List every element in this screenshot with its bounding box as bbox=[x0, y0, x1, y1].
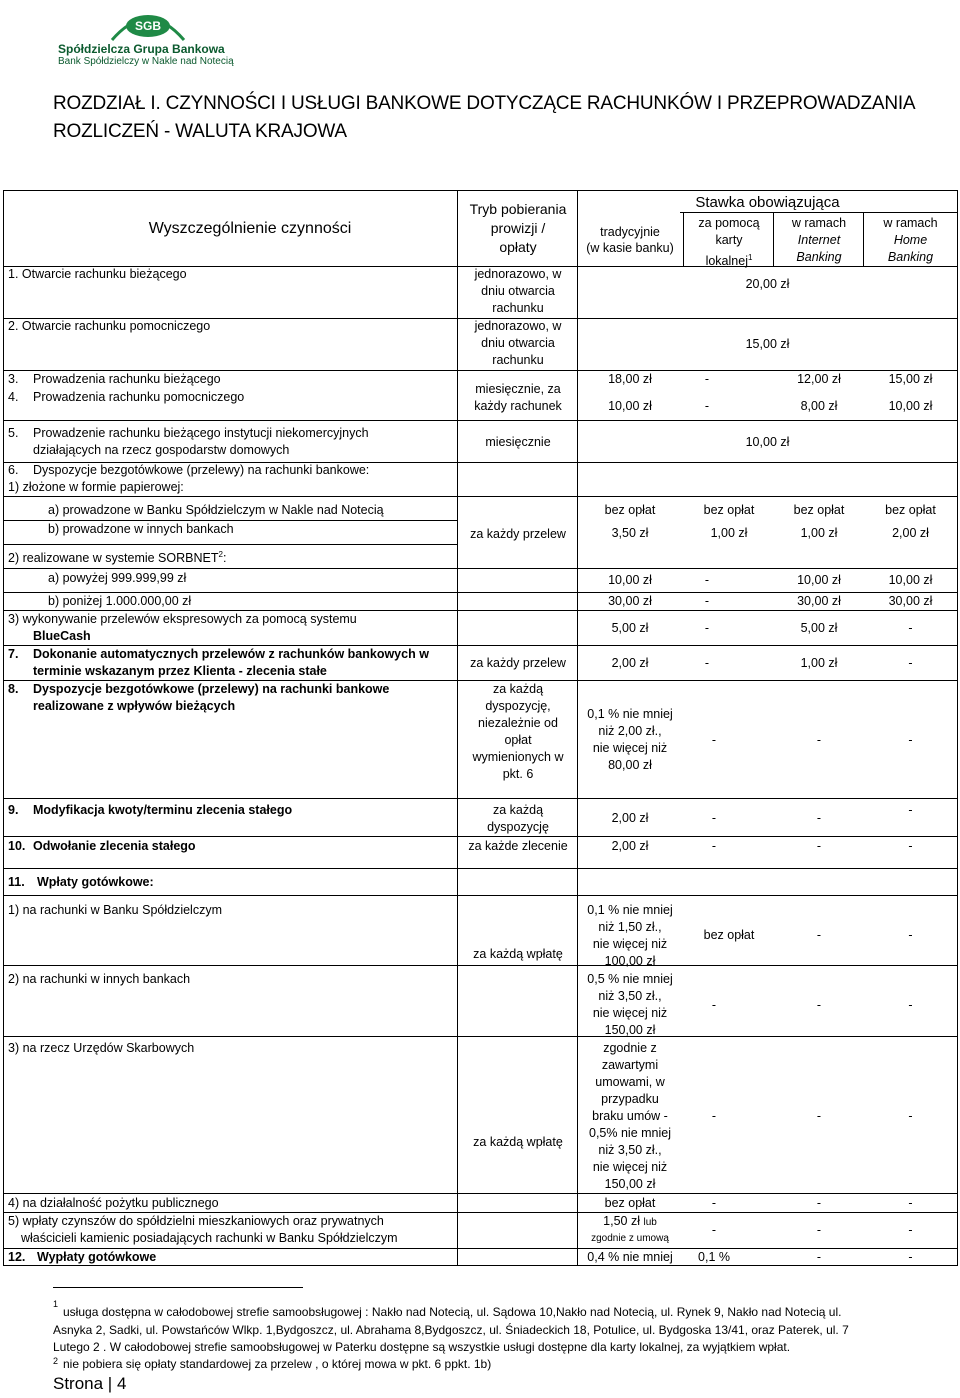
row8-trad-4: 80,00 zł bbox=[608, 758, 652, 772]
row11-5-trad-2: zgodnie z umową bbox=[591, 1233, 669, 1244]
row4-home: 10,00 zł bbox=[888, 399, 933, 413]
footnote-ref-2: 2 bbox=[218, 550, 223, 559]
row4-description: Prowadzenia rachunku pomocniczego bbox=[33, 390, 245, 404]
row3-home: 15,00 zł bbox=[888, 372, 933, 386]
row6-1a-description: a) prowadzone w Banku Spółdzielczym w Nakle nad Notecią bbox=[48, 503, 384, 517]
row7-trad: 2,00 zł bbox=[611, 656, 649, 670]
row7-description-2: terminie wskazanym przez Klienta - zlecenia stałe bbox=[33, 664, 327, 678]
row6-1b-home: 2,00 zł bbox=[892, 526, 929, 540]
row6-1b-trad: 3,50 zł bbox=[611, 526, 649, 540]
row6-3-description-2: BlueCash bbox=[33, 629, 91, 643]
row11-3-trad-7: niż 3,50 zł., bbox=[598, 1143, 662, 1157]
row11-4-inet: - bbox=[816, 1196, 822, 1210]
logo-name: Spółdzielcza Grupa Bankowa bbox=[58, 42, 225, 56]
row12-inet: - bbox=[816, 1250, 822, 1264]
row8-trad-3: nie więcej niż bbox=[592, 741, 668, 755]
logo-badge-text: SGB bbox=[134, 19, 162, 33]
row4-inet: 8,00 zł bbox=[800, 399, 838, 413]
row3-description: Prowadzenia rachunku bieżącego bbox=[33, 372, 221, 386]
row1-tryb-2: dniu otwarcia bbox=[481, 284, 555, 298]
footnote-1-line-2: Asnyka 2, Sadki, ul. Powstańców Wlkp. 1,Bydgoszcz, ul. Abrahama 8,Bydgoszcz, ul. Śniadeckich 18, Potulice, ul. Bydgoska 13/41, oraz Paterek, ul. 7 bbox=[53, 1323, 849, 1337]
row8-karta: - bbox=[711, 733, 717, 747]
row6-1b-karta: 1,00 zł bbox=[710, 526, 748, 540]
row1-tryb-1: jednorazowo, w bbox=[474, 267, 562, 281]
row11-5-home: - bbox=[908, 1223, 913, 1237]
row11-3-trad-2: zawartymi bbox=[601, 1058, 659, 1072]
row4-karta: - bbox=[704, 399, 710, 413]
bank-logo bbox=[58, 6, 238, 66]
row7-num: 7. bbox=[8, 647, 19, 661]
col-header-inet-3: Banking bbox=[796, 250, 842, 264]
footnote-1-line-3: Lutego 2 . W całodobowej strefie samoobsługowej w Paterku dostępne są wszystkie usługi dostępne dla karty lokalnej, za wyjątkiem wpłat. bbox=[53, 1340, 791, 1354]
row11-tryb-3: za każdą wpłatę bbox=[473, 1135, 563, 1149]
col-header-home-1: w ramach bbox=[883, 216, 938, 230]
row11-2-karta: - bbox=[711, 998, 717, 1012]
row11-2-inet: - bbox=[816, 998, 822, 1012]
row7-karta: - bbox=[704, 656, 710, 670]
row9-tryb-2: dyspozycję bbox=[487, 820, 549, 834]
row6-num: 6. bbox=[8, 463, 19, 477]
row6-2b-inet: 30,00 zł bbox=[797, 594, 841, 608]
row2-tryb-1: jednorazowo, w bbox=[474, 319, 562, 333]
row11-3-description: 3) na rzecz Urzędów Skarbowych bbox=[8, 1041, 195, 1055]
footnote-2-marker: 2 bbox=[53, 1356, 59, 1366]
row9-home: - bbox=[908, 803, 913, 817]
row2-tryb-2: dniu otwarcia bbox=[481, 336, 555, 350]
row6-description: Dyspozycje bezgotówkowe (przelewy) na rachunki bankowe: bbox=[33, 463, 370, 477]
row11-1-karta: bez opłat bbox=[703, 928, 755, 942]
row3-trad: 18,00 zł bbox=[608, 372, 652, 386]
row11-3-karta: - bbox=[711, 1109, 717, 1123]
col-header-tryb-2: prowizji / bbox=[490, 220, 546, 236]
row11-2-trad-2: niż 3,50 zł., bbox=[598, 989, 662, 1003]
row11-3-home: - bbox=[908, 1109, 913, 1123]
row11-4-home: - bbox=[908, 1196, 913, 1210]
row8-tryb-4: opłat bbox=[504, 733, 532, 747]
row11-2-home: - bbox=[908, 998, 913, 1012]
row11-3-trad-6: 0,5% nie mniej bbox=[589, 1126, 671, 1140]
row12-trad: 0,4 % nie mniej bbox=[587, 1250, 673, 1264]
row6-2-colon: : bbox=[222, 551, 227, 566]
row7-inet: 1,00 zł bbox=[800, 656, 838, 670]
col-header-inet-2: Internet bbox=[797, 233, 841, 247]
chapter-heading: ROZDZIAŁ I. CZYNNOŚCI I USŁUGI BANKOWE DOTYCZĄCE RACHUNKÓW I PRZEPROWADZANIA ROZLICZEŃ - WALUTA KRAJOWA bbox=[53, 93, 915, 142]
row11-5-inet: - bbox=[816, 1223, 822, 1237]
row6-1b-description: b) prowadzone w innych bankach bbox=[48, 522, 234, 536]
row11-3-trad-4: przypadku bbox=[601, 1092, 659, 1106]
row11-3-trad-1: zgodnie z bbox=[603, 1041, 657, 1055]
row8-trad-2: niż 2,00 zł., bbox=[598, 724, 662, 738]
footnote-2-text: nie pobiera się opłaty standardowej za przelew , o której mowa w pkt. 6 ppkt. 1b) bbox=[63, 1357, 492, 1371]
row6-2b-description: b) poniżej 1.000.000,00 zł bbox=[48, 594, 192, 608]
row6-3-karta: - bbox=[704, 621, 710, 635]
row6-1a-home: bez opłat bbox=[885, 503, 936, 517]
row8-tryb-1: za każdą bbox=[492, 682, 544, 696]
row34-tryb-2: każdy rachunek bbox=[474, 399, 562, 413]
row1-fee: 20,00 zł bbox=[745, 277, 790, 291]
col-header-description: Wyszczególnienie czynności bbox=[148, 220, 352, 237]
row5-num: 5. bbox=[8, 426, 19, 440]
row9-trad: 2,00 zł bbox=[611, 811, 649, 825]
row11-description: Wpłaty gotówkowe: bbox=[37, 875, 154, 889]
row12-description: Wypłaty gotówkowe bbox=[37, 1250, 157, 1264]
row7-tryb: za każdy przelew bbox=[470, 656, 566, 670]
row10-description: Odwołanie zlecenia stałego bbox=[33, 839, 196, 853]
row6-1a-trad: bez opłat bbox=[604, 503, 656, 517]
row12-home: - bbox=[908, 1250, 913, 1264]
row8-description-1: Dyspozycje bezgotówkowe (przelewy) na rachunki bankowe bbox=[33, 682, 390, 696]
col-header-karta-3-text: lokalnej bbox=[705, 254, 748, 269]
row6-3-description-1: 3) wykonywanie przelewów ekspresowych za pomocą systemu bbox=[8, 612, 357, 626]
row12-karta: 0,1 % bbox=[698, 1250, 730, 1264]
row10-trad: 2,00 zł bbox=[611, 839, 649, 853]
footnote-1-line-1: usługa dostępna w całodobowej strefie samoobsługowej : Nakło nad Notecią, ul. Sądowa 10,Nakło nad Notecią, ul. Rynek 9, Nakło nad Notecią ul. bbox=[63, 1305, 842, 1319]
row5-fee: 10,00 zł bbox=[745, 435, 790, 449]
row6-2a-description: a) powyżej 999.999,99 zł bbox=[48, 571, 187, 585]
col-header-karta-2: karty bbox=[715, 233, 743, 247]
row11-1-trad-2: niż 1,50 zł., bbox=[598, 920, 662, 934]
row3-inet: 12,00 zł bbox=[797, 372, 841, 386]
row6-3-trad: 5,00 zł bbox=[611, 621, 649, 635]
row6-3-inet: 5,00 zł bbox=[800, 621, 838, 635]
col-header-karta-3 bbox=[684, 249, 774, 270]
row8-trad-1: 0,1 % nie mniej bbox=[587, 707, 673, 721]
row11-1-home: - bbox=[908, 928, 913, 942]
row9-karta: - bbox=[711, 811, 717, 825]
col-header-stawka: Stawka obowiązująca bbox=[695, 194, 840, 211]
row11-5-trad-amount: 1,50 zł bbox=[603, 1214, 640, 1228]
row6-1a-karta: bez opłat bbox=[703, 503, 755, 517]
row8-home: - bbox=[908, 733, 913, 747]
row9-inet: - bbox=[816, 811, 822, 825]
row5-tryb: miesięcznie bbox=[485, 435, 551, 449]
row11-3-trad-3: umowami, w bbox=[595, 1075, 665, 1089]
row7-home: - bbox=[908, 656, 913, 670]
row9-description: Modyfikacja kwoty/terminu zlecenia stałego bbox=[33, 803, 293, 817]
row11-3-inet: - bbox=[816, 1109, 822, 1123]
row11-5-trad-or: lub bbox=[643, 1217, 657, 1228]
row3-num: 3. bbox=[8, 372, 19, 386]
row6-2-text: 2) realizowane w systemie SORBNET bbox=[8, 551, 219, 566]
row11-5-description-2: właścicieli kamienic posiadających rachunki w Banku Spółdzielczym bbox=[21, 1231, 398, 1245]
row8-tryb-2: dyspozycję, bbox=[485, 699, 551, 713]
row11-1-trad-1: 0,1 % nie mniej bbox=[587, 903, 673, 917]
footnote-1-marker: 1 bbox=[53, 1299, 59, 1309]
row6-1a-inet: bez opłat bbox=[793, 503, 845, 517]
row8-num: 8. bbox=[8, 682, 19, 696]
row8-description-2: realizowane z wpływów bieżących bbox=[33, 699, 236, 713]
row9-tryb-1: za każdą bbox=[492, 803, 544, 817]
col-header-tryb-1: Tryb pobierania bbox=[469, 201, 567, 217]
row4-trad: 10,00 zł bbox=[608, 399, 652, 413]
row11-2-description: 2) na rachunki w innych bankach bbox=[8, 972, 191, 986]
row2-tryb-3: rachunku bbox=[492, 353, 544, 367]
row11-2-trad-1: 0,5 % nie mniej bbox=[587, 972, 673, 986]
row11-3-trad-9: 150,00 zł bbox=[604, 1177, 656, 1191]
row11-4-karta: - bbox=[711, 1196, 717, 1210]
row10-karta: - bbox=[711, 839, 717, 853]
col-header-inet-1: w ramach bbox=[791, 216, 847, 230]
row11-1-trad-4: 100,00 zł bbox=[604, 954, 656, 968]
row11-3-trad-5: braku umów - bbox=[592, 1109, 668, 1123]
row12-num: 12. bbox=[8, 1250, 26, 1264]
row11-5-karta: - bbox=[711, 1223, 717, 1237]
row8-inet: - bbox=[816, 733, 822, 747]
page-number: Strona | 4 bbox=[53, 1374, 127, 1393]
row10-home: - bbox=[908, 839, 913, 853]
row11-5-trad-1 bbox=[578, 1213, 682, 1231]
row7-description-1: Dokonanie automatycznych przelewów z rachunków bankowych w bbox=[33, 647, 429, 661]
row11-1-trad-3: nie więcej niż bbox=[592, 937, 668, 951]
row6-2a-karta: - bbox=[704, 573, 710, 587]
row11-4-description: 4) na działalność pożytku publicznego bbox=[8, 1196, 219, 1210]
col-header-trad-1: tradycyjnie bbox=[600, 225, 660, 239]
footnote-separator bbox=[53, 1287, 303, 1288]
row6-2-description bbox=[8, 546, 226, 567]
row8-tryb-6: pkt. 6 bbox=[502, 767, 534, 781]
row9-num: 9. bbox=[8, 803, 19, 817]
row11-num: 11. bbox=[8, 875, 25, 889]
row1-description: 1. Otwarcie rachunku bieżącego bbox=[8, 267, 187, 281]
row5-description-2: działających na rzecz gospodarstw domowych bbox=[33, 443, 290, 457]
col-header-trad-2: (w kasie banku) bbox=[586, 241, 674, 255]
row2-fee: 15,00 zł bbox=[745, 337, 790, 351]
row6-2b-home: 30,00 zł bbox=[888, 594, 933, 608]
col-header-tryb-3: opłaty bbox=[499, 239, 537, 255]
row11-2-trad-4: 150,00 zł bbox=[604, 1023, 656, 1037]
row6-1-description: 1) złożone w formie papierowej: bbox=[8, 480, 184, 494]
row10-num: 10. bbox=[8, 839, 26, 853]
sgb-logo-icon bbox=[110, 6, 186, 42]
row2-description: 2. Otwarcie rachunku pomocniczego bbox=[8, 319, 211, 333]
row11-3-trad-8: nie więcej niż bbox=[592, 1160, 668, 1174]
row11-1-description: 1) na rachunki w Banku Spółdzielczym bbox=[8, 903, 222, 917]
logo-subtitle: Bank Spółdzielczy w Nakle nad Notecią bbox=[58, 56, 234, 67]
row11-tryb-1: za każdą wpłatę bbox=[473, 947, 563, 961]
row8-tryb-5: wymienionych w bbox=[472, 750, 564, 764]
row6-2a-trad: 10,00 zł bbox=[608, 573, 652, 587]
row3-karta: - bbox=[704, 372, 710, 386]
row10-tryb: za każde zlecenie bbox=[468, 839, 568, 853]
row11-5-description-1: 5) wpłaty czynszów do spółdzielni mieszkaniowych oraz prywatnych bbox=[8, 1214, 384, 1228]
col-header-home-2: Home bbox=[893, 233, 928, 247]
row6-tryb: za każdy przelew bbox=[470, 527, 566, 541]
row34-tryb-1: miesięcznie, za bbox=[475, 382, 561, 396]
footnote-ref-1: 1 bbox=[747, 253, 753, 262]
row4-num: 4. bbox=[8, 390, 19, 404]
row11-1-inet: - bbox=[816, 928, 822, 942]
row6-2b-karta: - bbox=[704, 594, 710, 608]
row11-4-trad: bez opłat bbox=[604, 1196, 656, 1210]
row6-2a-inet: 10,00 zł bbox=[797, 573, 841, 587]
row5-description-1: Prowadzenie rachunku bieżącego instytucji niekomercyjnych bbox=[33, 426, 369, 440]
row1-tryb-3: rachunku bbox=[492, 301, 544, 315]
row6-1b-inet: 1,00 zł bbox=[800, 526, 838, 540]
col-header-karta-1: za pomocą bbox=[698, 216, 760, 230]
row6-3-home: - bbox=[908, 621, 913, 635]
col-header-home-3: Banking bbox=[887, 250, 934, 264]
row10-inet: - bbox=[816, 839, 822, 853]
row6-2a-home: 10,00 zł bbox=[888, 573, 933, 587]
row6-2b-trad: 30,00 zł bbox=[608, 594, 652, 608]
row8-tryb-3: niezależnie od bbox=[478, 716, 558, 730]
row11-2-trad-3: nie więcej niż bbox=[592, 1006, 668, 1020]
